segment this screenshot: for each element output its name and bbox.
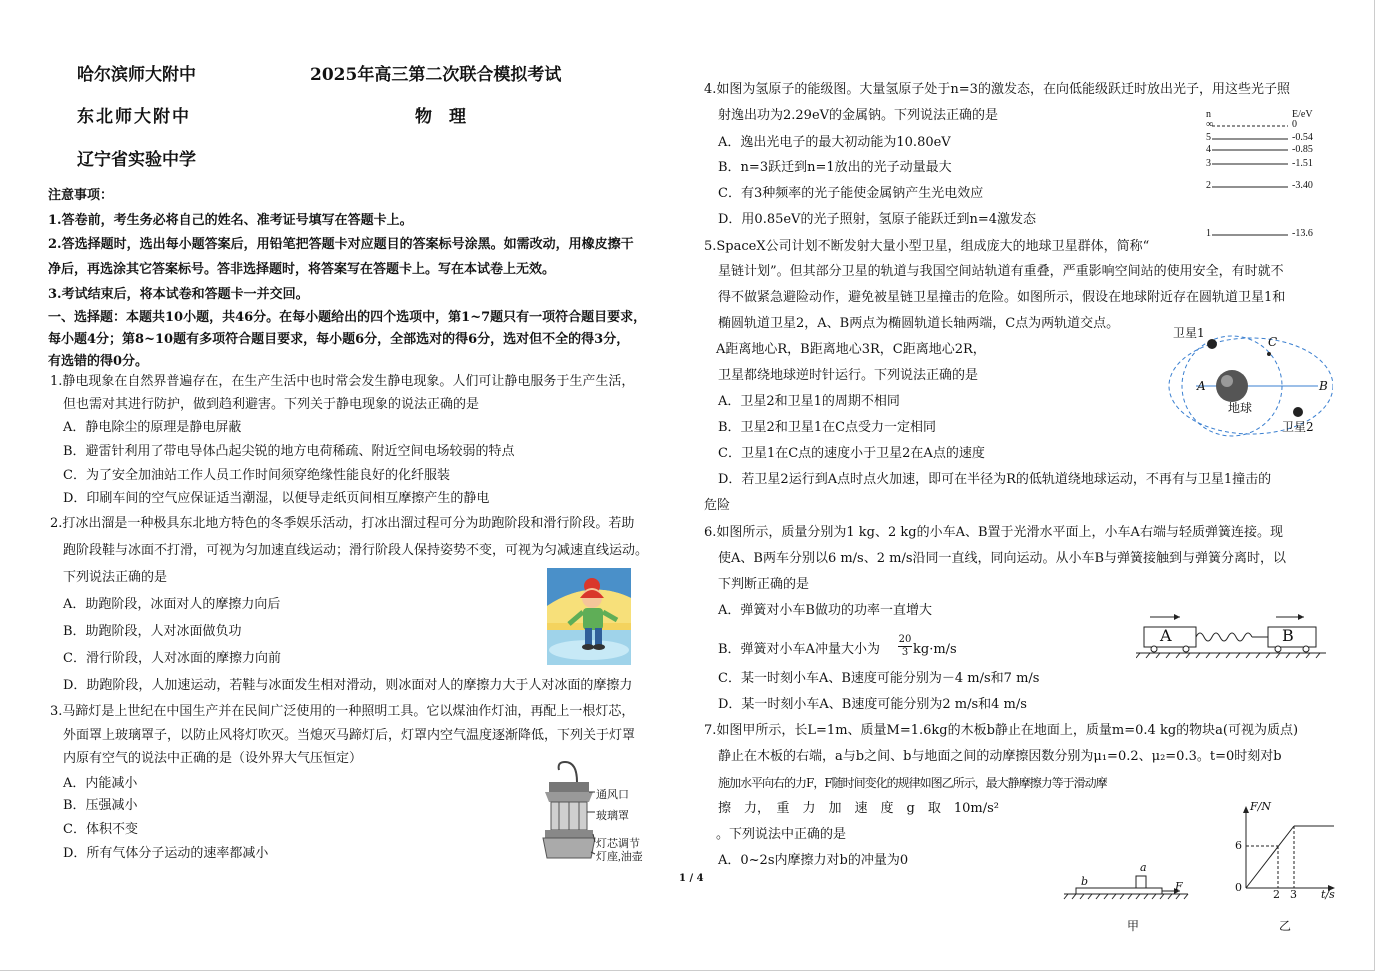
q5-option-b: B．卫星2和卫星1在C点受力一定相同 bbox=[718, 420, 937, 435]
energy-level-n: 5 bbox=[1206, 132, 1211, 143]
q4-option-c: C．有3种频率的光子能使金属钠产生光电效应 bbox=[718, 186, 984, 201]
energy-n-header: n bbox=[1206, 109, 1211, 120]
q2-option-d: D．助跑阶段，人加速运动，若鞋与冰面发生相对滑动，则冰面对人的摩擦力大于人对冰面的摩擦力 bbox=[63, 678, 633, 693]
graph-x-tick: 3 bbox=[1290, 888, 1297, 901]
graph-y-label: F/N bbox=[1250, 800, 1271, 813]
q2-stem: 跑阶段鞋与冰面不打滑，可视为匀加速直线运动；滑行阶段人保持姿势不变，可视为匀减速直线运动。 bbox=[63, 543, 649, 558]
note-line: 3.考试结束后，将本试卷和答题卡一并交回。 bbox=[48, 287, 309, 302]
q4-option-a: A．逸出光电子的最大初动能为10.80eV bbox=[718, 135, 951, 150]
q6-option-d: D．某一时刻小车A、B速度可能分别为2 m/s和4 m/s bbox=[718, 697, 1027, 712]
exam-title: 2025年高三第二次联合模拟考试 bbox=[310, 65, 562, 85]
note-line: 2.答选择题时，选出每小题答案后，用铅笔把答题卡对应题目的答案标号涂黑。如需改动，用橡皮擦干 bbox=[48, 237, 634, 252]
q3-option-d: D．所有气体分子运动的速率都减小 bbox=[63, 846, 269, 861]
q2-option-c: C．滑行阶段，人对冰面的摩擦力向前 bbox=[63, 651, 281, 666]
energy-level-e: -1.51 bbox=[1292, 158, 1313, 169]
graph-origin: 0 bbox=[1235, 881, 1242, 894]
q1-stem: 但也需对其进行防护，做到趋利避害。下列关于静电现象的说法正确的是 bbox=[63, 397, 480, 412]
q6-option-c: C．某一时刻小车A、B速度可能分别为－4 m/s和7 m/s bbox=[718, 671, 1040, 686]
q5-option-d: D．若卫星2运行到A点时点火加速，即可在半径为R的低轨道绕地球运动，不再有与卫星1撞击的 bbox=[718, 472, 1272, 487]
school-name-3: 辽宁省实验中学 bbox=[77, 150, 196, 170]
energy-level-e: -13.6 bbox=[1292, 228, 1313, 239]
q1-option-a: A．静电除尘的原理是静电屏蔽 bbox=[63, 420, 242, 435]
energy-level-e: -3.40 bbox=[1292, 180, 1313, 191]
lamp-label: 灯座,油壶 bbox=[596, 851, 643, 863]
graph-x-label: t/s bbox=[1321, 888, 1335, 901]
energy-level-n: 3 bbox=[1206, 158, 1211, 169]
figure-caption-jia: 甲 bbox=[1127, 919, 1140, 933]
q4-option-b: B．n=3跃迁到n=1放出的光子动量最大 bbox=[718, 160, 952, 175]
q7-option-a: A．0~2s内摩擦力对b的冲量为0 bbox=[718, 853, 909, 868]
energy-level-e: -0.54 bbox=[1292, 132, 1313, 143]
q6-option-a: A．弹簧对小车B做功的功率一直增大 bbox=[718, 603, 932, 618]
q6-option-b: B．弹簧对小车A冲量大小为 bbox=[718, 642, 880, 657]
q4-stem: 射逸出功为2.29eV的金属钠。下列说法正确的是 bbox=[718, 108, 999, 123]
energy-level-e: 0 bbox=[1292, 119, 1297, 130]
school-name-1: 哈尔滨师大附中 bbox=[77, 65, 196, 85]
q5-option-d: 危险 bbox=[704, 498, 731, 513]
sat2-label: 卫星2 bbox=[1282, 420, 1314, 434]
q1-stem: 1.静电现象在自然界普遍存在，在生产生活中也时常会发生静电现象。人们可让静电服务于生产生活， bbox=[50, 374, 635, 389]
figure-caption-yi: 乙 bbox=[1279, 919, 1292, 933]
subject-title: 物 理 bbox=[415, 107, 466, 127]
q3-stem: 外面罩上玻璃罩子，以防止风将灯吹灭。当熄灭马蹄灯后，灯罩内空气温度逐渐降低，下列关于灯罩 bbox=[63, 728, 636, 743]
q5-option-c: C．卫星1在C点的速度小于卫星2在A点的速度 bbox=[718, 446, 985, 461]
section-instruction: 每小题4分；第8~10题有多项符合题目要求，每小题6分，全部选对的得6分，选对但不全的得3分， bbox=[48, 332, 630, 347]
energy-level-n: 1 bbox=[1206, 228, 1211, 239]
block-a-label: a bbox=[1140, 861, 1147, 874]
q1-option-b: B．避雷针利用了带电导体凸起尖锐的地方电荷稀疏、附近空间电场较弱的特点 bbox=[63, 444, 515, 459]
q5-stem: 椭圆轨道卫星2，A、B两点为椭圆轨道长轴两端，C点为两轨道交点。 bbox=[718, 316, 1120, 331]
school-name-2: 东北师大附中 bbox=[77, 107, 191, 127]
energy-level-e: -0.85 bbox=[1292, 144, 1313, 155]
q5-stem: 5.SpaceX公司计划不断发射大量小型卫星，组成庞大的地球卫星群体，简称“ bbox=[704, 239, 1150, 254]
q1-option-d: D．印刷车间的空气应保证适当潮湿，以便导走纸页间相互摩擦产生的静电 bbox=[63, 491, 490, 506]
energy-level-n: ∞ bbox=[1206, 119, 1214, 130]
q1-option-c: C．为了安全加油站工作人员工作时间须穿绝缘性能良好的化纤服装 bbox=[63, 468, 450, 483]
point-c-label: C bbox=[1268, 335, 1278, 349]
q6-stem: 6.如图所示，质量分别为1 kg、2 kg的小车A、B置于光滑水平面上，小车A右端与轻质弹簧连接。现 bbox=[704, 525, 1283, 540]
sat1-label: 卫星1 bbox=[1173, 326, 1205, 340]
q2-stem: 2.打冰出溜是一种极具东北地方特色的冬季娱乐活动，打冰出溜过程可分为助跑阶段和滑行阶段。若助 bbox=[50, 516, 635, 531]
point-b-label: B bbox=[1319, 379, 1328, 393]
q2-option-b: B．助跑阶段，人对冰面做负功 bbox=[63, 624, 242, 639]
board-b-label: b bbox=[1081, 875, 1089, 888]
q7-stem: 7.如图甲所示，长L=1m、质量M=1.6kg的木板b静止在地面上，质量m=0.4 kg的物块a(可视为质点) bbox=[704, 723, 1299, 738]
q5-stem: 星链计划”。但其部分卫星的轨道与我国空间站轨道有重叠，严重影响空间站的使用安全，有时就不 bbox=[718, 264, 1284, 279]
lamp-label: 玻璃罩 bbox=[596, 810, 629, 822]
fraction-denominator: 3 bbox=[901, 647, 909, 658]
q7-stem: 擦 力， 重 力 加 速 度 g 取 10m/s² bbox=[718, 801, 999, 816]
cart-b-label: B bbox=[1282, 626, 1294, 645]
q7-stem: 施加水平向右的力F，F随时间变化的规律如图乙所示，最大静摩擦力等于滑动摩 bbox=[718, 776, 1107, 790]
q4-stem: 4.如图为氢原子的能级图。大量氢原子处于n=3的激发态，在向低能级跃迁时放出光子，用这些光子照 bbox=[704, 82, 1290, 97]
notes-title: 注意事项： bbox=[48, 188, 114, 203]
q5-stem: A距离地心R，B距离地心3R，C距离地心2R， bbox=[716, 342, 986, 357]
q2-stem: 下列说法正确的是 bbox=[63, 570, 168, 585]
q3-option-a: A．内能减小 bbox=[63, 776, 138, 791]
q5-stem: 卫星都绕地球逆时针运行。下列说法正确的是 bbox=[718, 368, 979, 383]
ice-sliding-illustration bbox=[547, 568, 631, 665]
point-a-label: A bbox=[1197, 379, 1206, 393]
q3-option-b: B．压强减小 bbox=[63, 798, 138, 813]
q7-stem: 静止在木板的右端，a与b之间、b与地面之间的动摩擦因数分别为μ₁=0.2、μ₂=0.3。t=0时刻对b bbox=[718, 749, 1282, 764]
q3-option-c: C．体积不变 bbox=[63, 822, 138, 837]
page-number: 1 / 4 bbox=[679, 873, 704, 884]
note-line: 净后，再选涂其它答案标号。答非选择题时，将答案写在答题卡上。写在本试卷上无效。 bbox=[48, 262, 556, 277]
lamp-label: 通风口 bbox=[596, 789, 629, 801]
q4-option-d: D．用0.85eV的光子照射，氢原子能跃迁到n=4激发态 bbox=[718, 212, 1036, 227]
q3-stem: 3.马蹄灯是上世纪在中国生产并在民间广泛使用的一种照明工具。它以煤油作灯油，再配上一根灯芯， bbox=[50, 704, 635, 719]
fraction-numerator: 20 bbox=[898, 634, 912, 645]
energy-level-n: 4 bbox=[1206, 144, 1211, 155]
impulse-unit: kg·m/s bbox=[913, 642, 957, 657]
force-time-graph bbox=[1236, 804, 1336, 896]
note-line: 1.答卷前，考生务必将自己的姓名、准考证号填写在答题卡上。 bbox=[48, 213, 413, 228]
q3-stem: 内原有空气的说法中正确的是（设外界大气压恒定） bbox=[63, 751, 363, 766]
q7-stem: 。下列说法中正确的是 bbox=[716, 827, 847, 842]
q2-option-a: A．助跑阶段，冰面对人的摩擦力向后 bbox=[63, 597, 281, 612]
cart-a-label: A bbox=[1160, 626, 1172, 645]
graph-y-tick: 6 bbox=[1235, 839, 1242, 852]
force-f-label: F bbox=[1175, 880, 1183, 893]
energy-level-n: 2 bbox=[1206, 180, 1211, 191]
lamp-label: 灯芯调节 bbox=[596, 838, 640, 850]
q6-stem: 下判断正确的是 bbox=[718, 577, 810, 592]
earth-label: 地球 bbox=[1228, 401, 1253, 415]
q5-stem: 得不做紧急避险动作，避免被星链卫星撞击的危险。如图所示，假设在地球附近存在圆轨道卫星1和 bbox=[718, 290, 1286, 305]
energy-level-lines bbox=[1212, 120, 1292, 240]
energy-e-header: E/eV bbox=[1292, 109, 1313, 120]
q6-stem: 使A、B两车分别以6 m/s、2 m/s沿同一直线，同向运动。从小车B与弹簧接触到与弹簧分离时，以 bbox=[718, 551, 1287, 566]
section-instruction: 有选错的得0分。 bbox=[48, 354, 149, 369]
q5-option-a: A．卫星2和卫星1的周期不相同 bbox=[718, 394, 900, 409]
graph-x-tick: 2 bbox=[1273, 888, 1280, 901]
section-instruction: 一、选择题：本题共10小题，共46分。在每小题给出的四个选项中，第1~7题只有一项符合题目要求， bbox=[48, 310, 647, 325]
